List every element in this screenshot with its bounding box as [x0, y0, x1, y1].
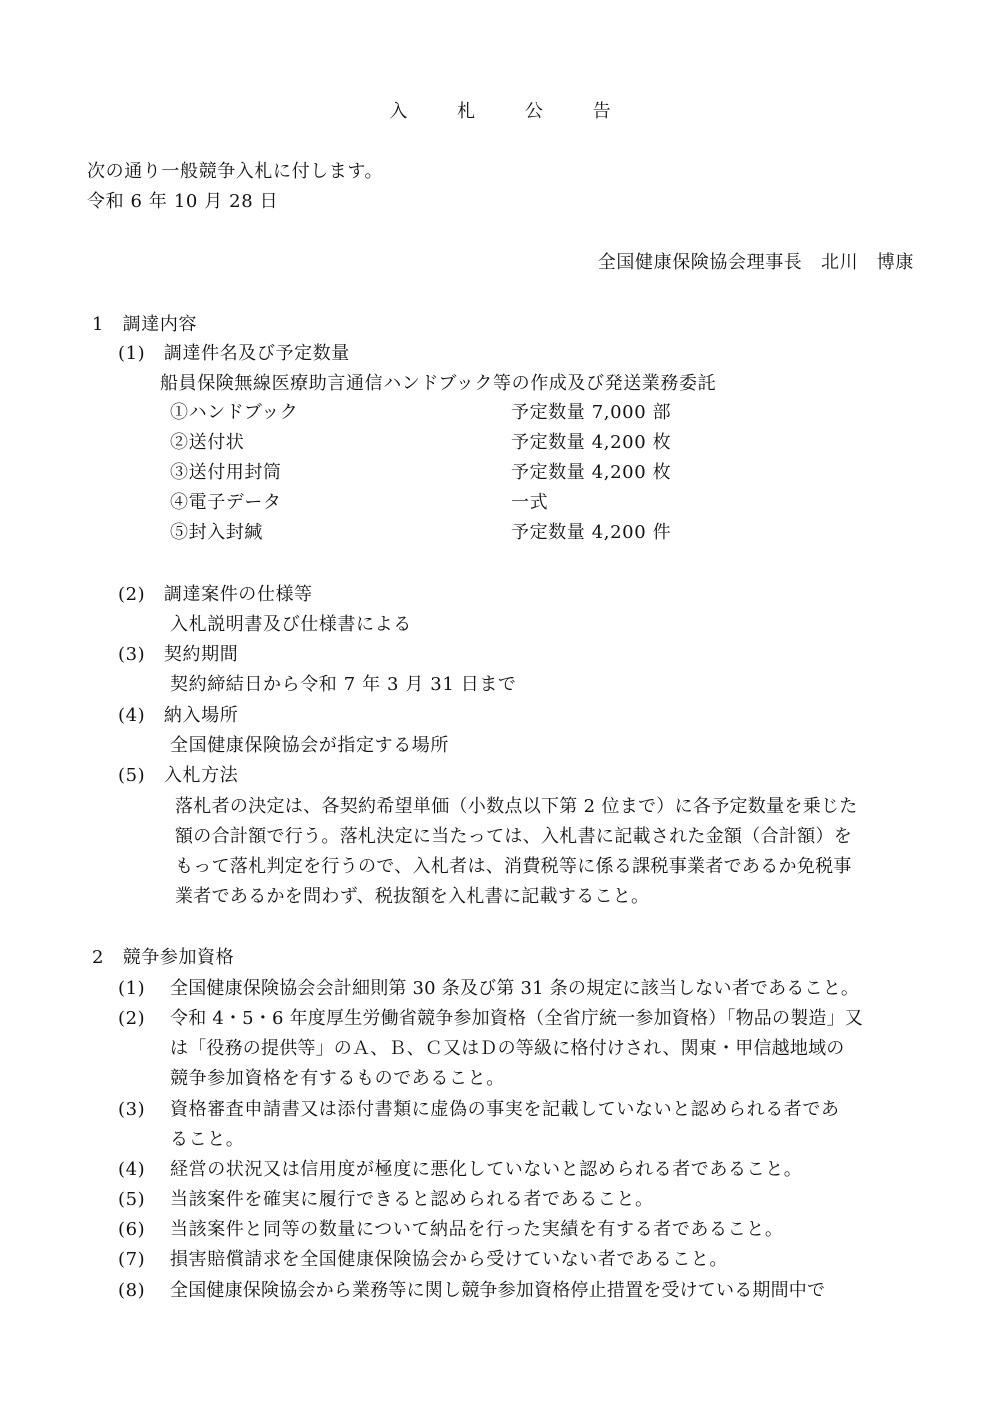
- bid-method-line: もって落札判定を行うので、入札者は、消費税等に係る課税事業者であるか免税事: [175, 856, 852, 877]
- qualification-number: (8): [118, 1280, 146, 1301]
- qualification-text: 損害賠償請求を全国健康保険協会から受けていない者であること。: [170, 1249, 728, 1270]
- list-item-name: ②送付状: [170, 432, 245, 453]
- qualification-text: 当該案件を確実に履行できると認められる者であること。: [170, 1189, 654, 1210]
- list-item-name: ⑤封入封緘: [170, 522, 263, 543]
- intro-text: 次の通り一般競争入札に付します。: [87, 161, 384, 182]
- qualification-text: 令和 4・5・6 年度厚生労働省競争参加資格（全省庁統一参加資格）「物品の製造」又: [170, 1008, 863, 1029]
- list-item-qty: 予定数量 4,200 枚: [511, 462, 672, 483]
- procurement-name: 船員保険無線医療助言通信ハンドブック等の作成及び発送業務委託: [160, 373, 717, 394]
- document-title: 入 札 公 告: [389, 101, 633, 122]
- section1-item2-text: 入札説明書及び仕様書による: [170, 614, 412, 635]
- qualification-text: 全国健康保険協会から業務等に関し競争参加資格停止措置を受けている期間中で: [170, 1280, 826, 1301]
- section1-item4-label: (4) 納入場所: [118, 705, 239, 726]
- bid-method-line: 額の合計額で行う。落札決定に当たっては、入札書に記載された金額（合計額）を: [175, 826, 853, 847]
- section1-item3-label: (3) 契約期間: [118, 644, 239, 665]
- section1-item1-label: (1) 調達件名及び予定数量: [118, 343, 350, 364]
- list-item-qty: 予定数量 7,000 部: [511, 402, 672, 423]
- bid-method-line: 業者であるかを問わず、税抜額を入札書に記載すること。: [175, 886, 650, 907]
- bid-method-line: 落札者の決定は、各契約希望単価（小数点以下第 2 位まで）に各予定数量を乗じた: [175, 796, 858, 817]
- qualification-text: 資格審査申請書又は添付書類に虚偽の事実を記載していないと認められる者であ: [170, 1099, 840, 1120]
- list-item-name: ③送付用封筒: [170, 462, 282, 483]
- section1-item4-text: 全国健康保険協会が指定する場所: [170, 735, 449, 756]
- qualification-number: (2): [118, 1008, 146, 1029]
- notice-date: 令和 6 年 10 月 28 日: [87, 191, 279, 212]
- qualification-number: (6): [118, 1219, 146, 1240]
- qualification-number: (5): [118, 1189, 146, 1210]
- issuer-name: 全国健康保険協会理事長 北川 博康: [597, 252, 914, 273]
- qualification-text: 全国健康保険協会会計細則第 30 条及び第 31 条の規定に該当しない者であること。: [170, 978, 860, 999]
- qualification-number: (1): [118, 978, 146, 999]
- list-item-name: ④電子データ: [170, 492, 282, 513]
- section1-item3-text: 契約締結日から令和 7 年 3 月 31 日まで: [170, 674, 517, 695]
- section1-item5-label: (5) 入札方法: [118, 765, 239, 786]
- qualification-text: 競争参加資格を有するものであること。: [170, 1068, 505, 1089]
- qualification-number: (7): [118, 1249, 146, 1270]
- section1-heading: 1 調達内容: [92, 314, 198, 335]
- section1-item2-label: (2) 調達案件の仕様等: [118, 584, 313, 605]
- qualification-text: 経営の状況又は信用度が極度に悪化していないと認められる者であること。: [170, 1159, 803, 1180]
- list-item-qty: 予定数量 4,200 枚: [511, 432, 672, 453]
- section2-heading: 2 競争参加資格: [92, 947, 235, 968]
- list-item-name: ①ハンドブック: [170, 402, 299, 423]
- qualification-number: (4): [118, 1159, 146, 1180]
- qualification-text: 当該案件と同等の数量について納品を行った実績を有する者であること。: [170, 1219, 784, 1240]
- qualification-text: ること。: [170, 1129, 245, 1150]
- qualification-text: は「役務の提供等」のＡ、Ｂ、Ｃ又はＤの等級に格付けされ、関東・甲信越地域の: [170, 1038, 845, 1059]
- list-item-qty: 予定数量 4,200 件: [511, 522, 672, 543]
- list-item-qty: 一式: [511, 492, 549, 513]
- qualification-number: (3): [118, 1099, 146, 1120]
